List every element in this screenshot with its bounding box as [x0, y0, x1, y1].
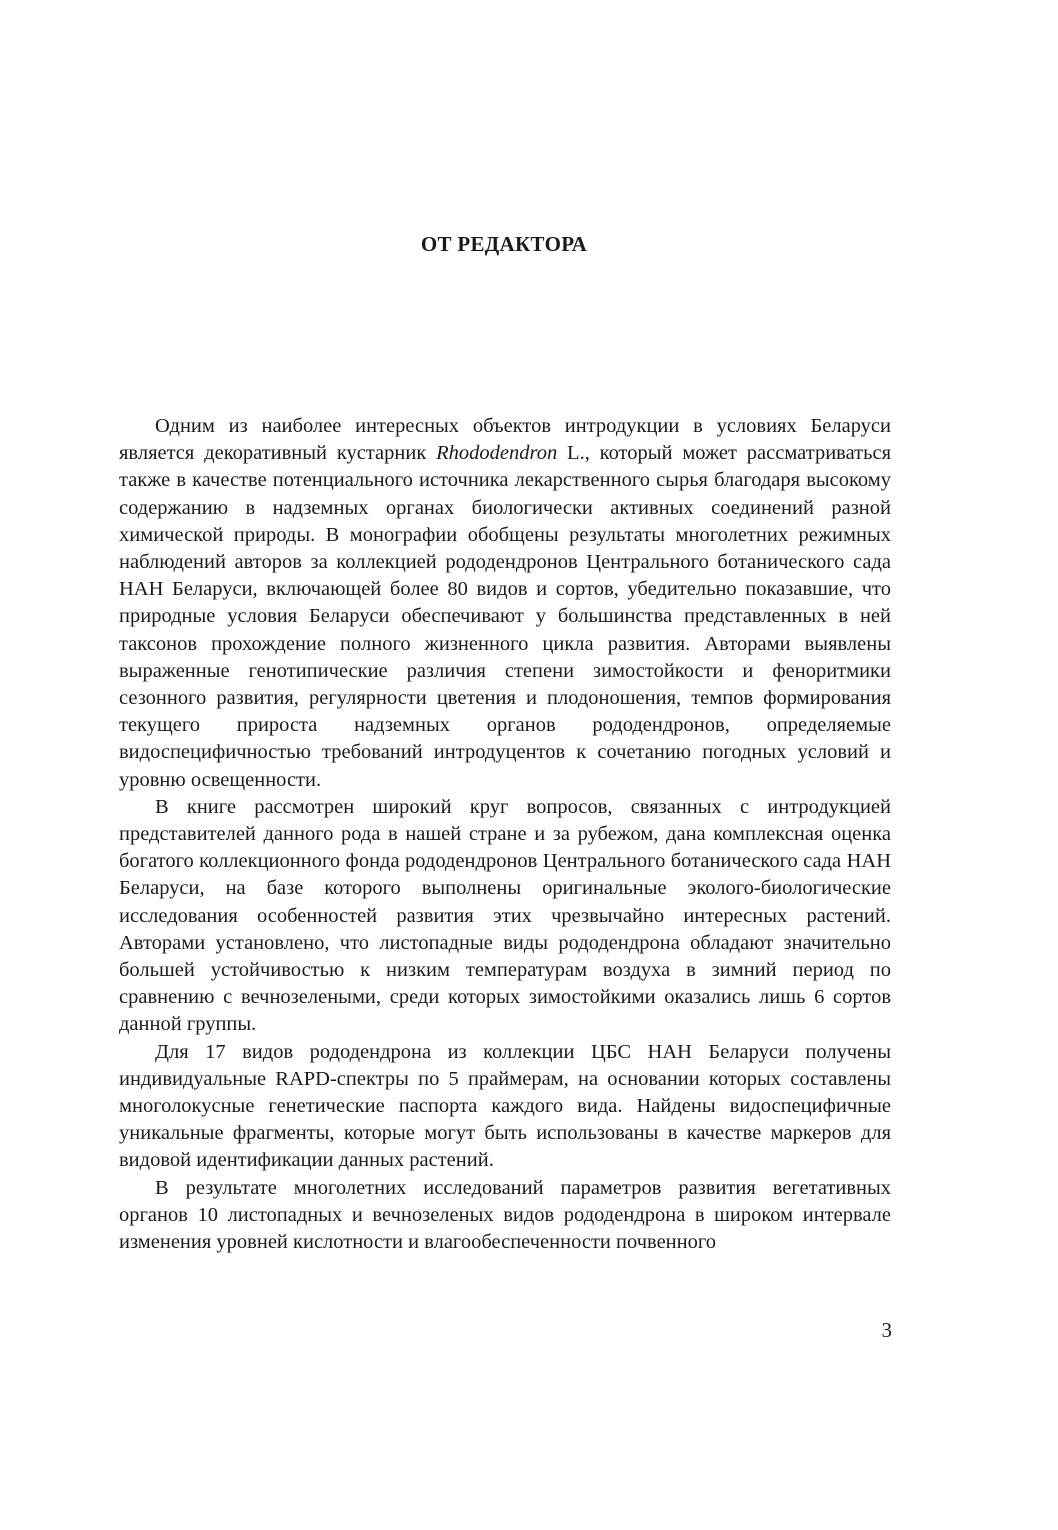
- page-title: ОТ РЕДАКТОРА: [420, 232, 588, 256]
- body-text: [119, 413, 891, 1256]
- paragraph-1: [119, 413, 891, 794]
- paragraph-3: Для 17 видов рододендрона из коллекции ЦБС НАН Беларуси получены индивидуальные RAPD-спектры по 5 праймерам, на основании которых составлены многолокусные генетические паспорта каждого вида. Найдены видоспецифичные уникальные фрагменты, которые могут быть использованы в качестве маркеров для видовой идентификации данных растений.: [119, 1040, 891, 1172]
- genus-name: Rhododendron: [436, 442, 558, 465]
- paragraph-2: В книге рассмотрен широкий круг вопросов, связанных с интродукцией представителей данного рода в нашей стране и за рубежом, дана комплексная оценка богатого коллекционного фонда рододендронов Центрального ботанического сада НАН Беларуси, на базе которого выполнены оригинальные эколого-биологические исследования особенностей развития этих чрезвычайно интересных растений. Авторами установлено, что листопадные виды рододендрона обладают значительно большей устойчивостью к низким температурам воздуха в зимний период по сравнению с вечнозелеными, среди которых зимостойкими оказались лишь 6 сортов данной группы.: [119, 795, 891, 1036]
- paragraph-4: В результате многолетних исследований параметров развития вегетативных органов 10 листопадных и вечнозеленых видов рододендрона в широком интервале изменения уровней кислотности и влагообеспеченности почвенного: [119, 1176, 891, 1254]
- page-number: 3: [881, 1318, 892, 1342]
- paragraph-1-rest: L., который может рассматриваться также в качестве потенциального источника лекарственного сырья благодаря высокому содержанию в надземных органах биологически активных соединений разной химической природы. В монографии обобщены результаты многолетних режимных наблюдений авторов за коллекцией рододендронов Центрального ботанического сада НАН Беларуси, включающей более 80 видов и сортов, убедительно показавшие, что природные условия Беларуси обеспечивают у большинства представленных в ней таксонов прохождение полного жизненного цикла развития. Авторами выявлены выраженные генотипические различия степени зимостойкости и феноритмики сезонного развития, регулярности цветения и плодоношения, темпов формирования текущего прироста надземных органов рододендронов, определяемые видоспецифичностью требований интродуцентов к сочетанию погодных условий и уровню освещенности.: [119, 442, 891, 791]
- paragraph-1-start: Одним из наиболее интересных объектов интродукции в условиях Беларуси является декоративный кустарник: [119, 415, 891, 465]
